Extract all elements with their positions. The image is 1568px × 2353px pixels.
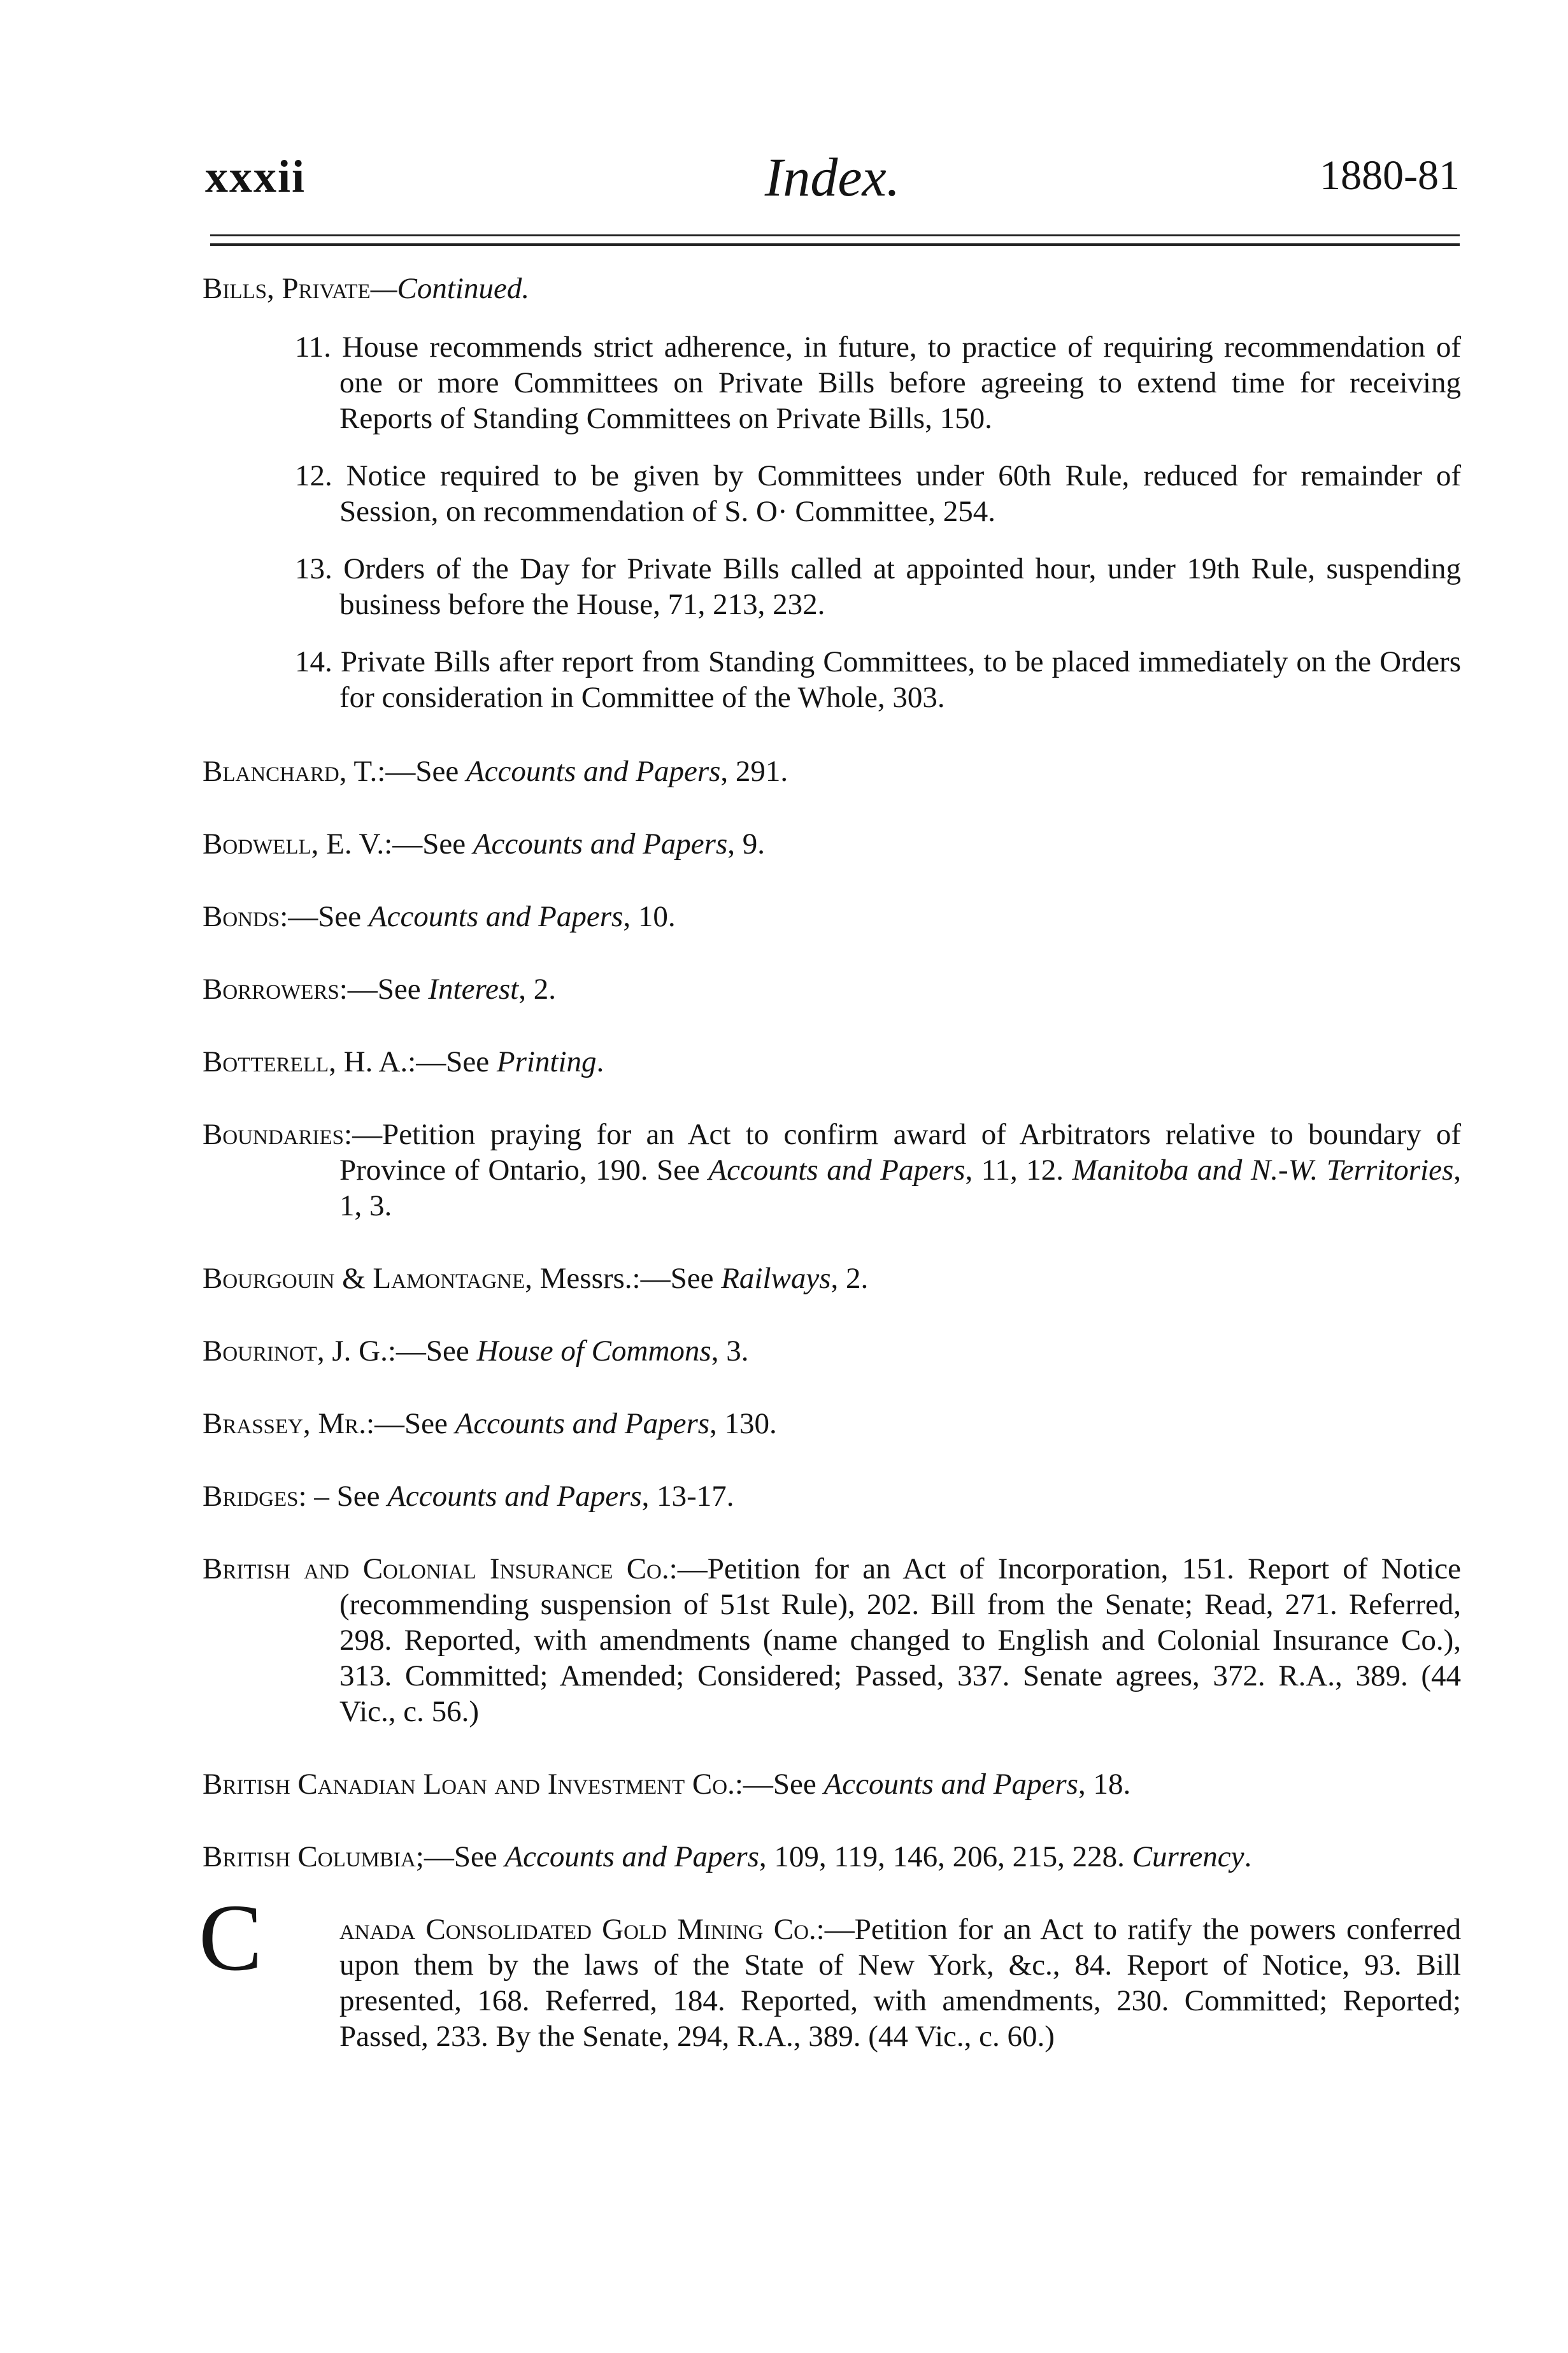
index-entry-brassey: Brassey, Mr.:—See Accounts and Papers, 130. (203, 1407, 777, 1440)
index-entry-boundaries: Boundaries:—Petition praying for an Act to confirm award of Arbitrators relative to boundary of Province of Ontario, 190. See Accounts and Papers, 11, 12. Manitoba and N.-W. Territories, 1, 3. (203, 1118, 1461, 1222)
list-item: 12. Notice required to be given by Committees under 60th Rule, reduced for remainder of Session, on recommendation of S. O· Committee, 254. (295, 459, 1461, 528)
index-entry-borrowers: Borrowers:—See Interest, 2. (203, 973, 556, 1006)
index-entry-bodwell: Bodwell, E. V.:—See Accounts and Papers, 9. (203, 827, 765, 861)
index-entry-canada-consolidated: C anada Consolidated Gold Mining Co.:—Petition for an Act to ratify the powers conferred upon them by the laws of the State of New York, &c., 84. Report of Notice, 93. Bill presented, 168. Referred, 184. Reported, with amendments, 230. Committed; Reported; Passed, 233. By the Senate, 294, R.A., 389. (44 Vic., c. 60.) (199, 1885, 1461, 2053)
index-entry-bonds: Bonds:—See Accounts and Papers, 10. (203, 900, 676, 933)
page-header (205, 145, 1460, 215)
index-entry-bourinot: Bourinot, J. G.:—See House of Commons, 3. (203, 1334, 749, 1368)
list-item: 13. Orders of the Day for Private Bills called at appointed hour, under 19th Rule, suspending business before the House, 71, 213, 232. (295, 552, 1462, 621)
header-rule-thin (210, 234, 1460, 236)
index-entry-bourgouin: Bourgouin & Lamontagne, Messrs.:—See Railways, 2. (203, 1262, 869, 1295)
section-heading: Bills, Private—Continued. (203, 272, 530, 305)
header-rule-thick (210, 243, 1460, 246)
list-item: 14. Private Bills after report from Standing Committees, to be placed immediately on the Orders for consideration in Committee of the Whole, 303. (295, 645, 1462, 714)
index-entry-bridges: Bridges: – See Accounts and Papers, 13-17. (203, 1480, 734, 1513)
session-years: 1880-81 (1320, 152, 1460, 199)
running-title: Index. (764, 147, 901, 208)
index-entry-botterell: Botterell, H. A.:—See Printing. (203, 1045, 604, 1078)
index-entry-british-canadian: British Canadian Loan and Investment Co.:—See Accounts and Papers, 18. (203, 1768, 1131, 1801)
index-content (199, 271, 1462, 2091)
page-number: xxxii (205, 151, 306, 202)
list-item: 11. House recommends strict adherence, in future, to practice of requiring recommendation of one or more Committees on Private Bills before agreeing to extend time for receiving Reports of Standing Committees on Private Bills, 150. (295, 331, 1462, 435)
index-entry-british-colonial: British and Colonial Insurance Co.:—Petition for an Act of Incorporation, 151. Report of Notice (recommending suspension of 51st Rule), 202. Bill from the Senate; Read, 271. Referred, 298. Reported, with amendments (name changed to English and Colonial Insurance Co.), 313. Committed; Amended; Considered; Passed, 337. Senate agrees, 372. R.A., 389. (44 Vic., c. 56.) (203, 1552, 1461, 1728)
drop-cap-letter: C (199, 1885, 263, 1991)
index-entry-blanchard: Blanchard, T.:—See Accounts and Papers, 291. (203, 755, 788, 788)
index-entry-british-columbia: British Columbia;—See Accounts and Papers, 109, 119, 146, 206, 215, 228. Currency. (203, 1840, 1252, 1873)
